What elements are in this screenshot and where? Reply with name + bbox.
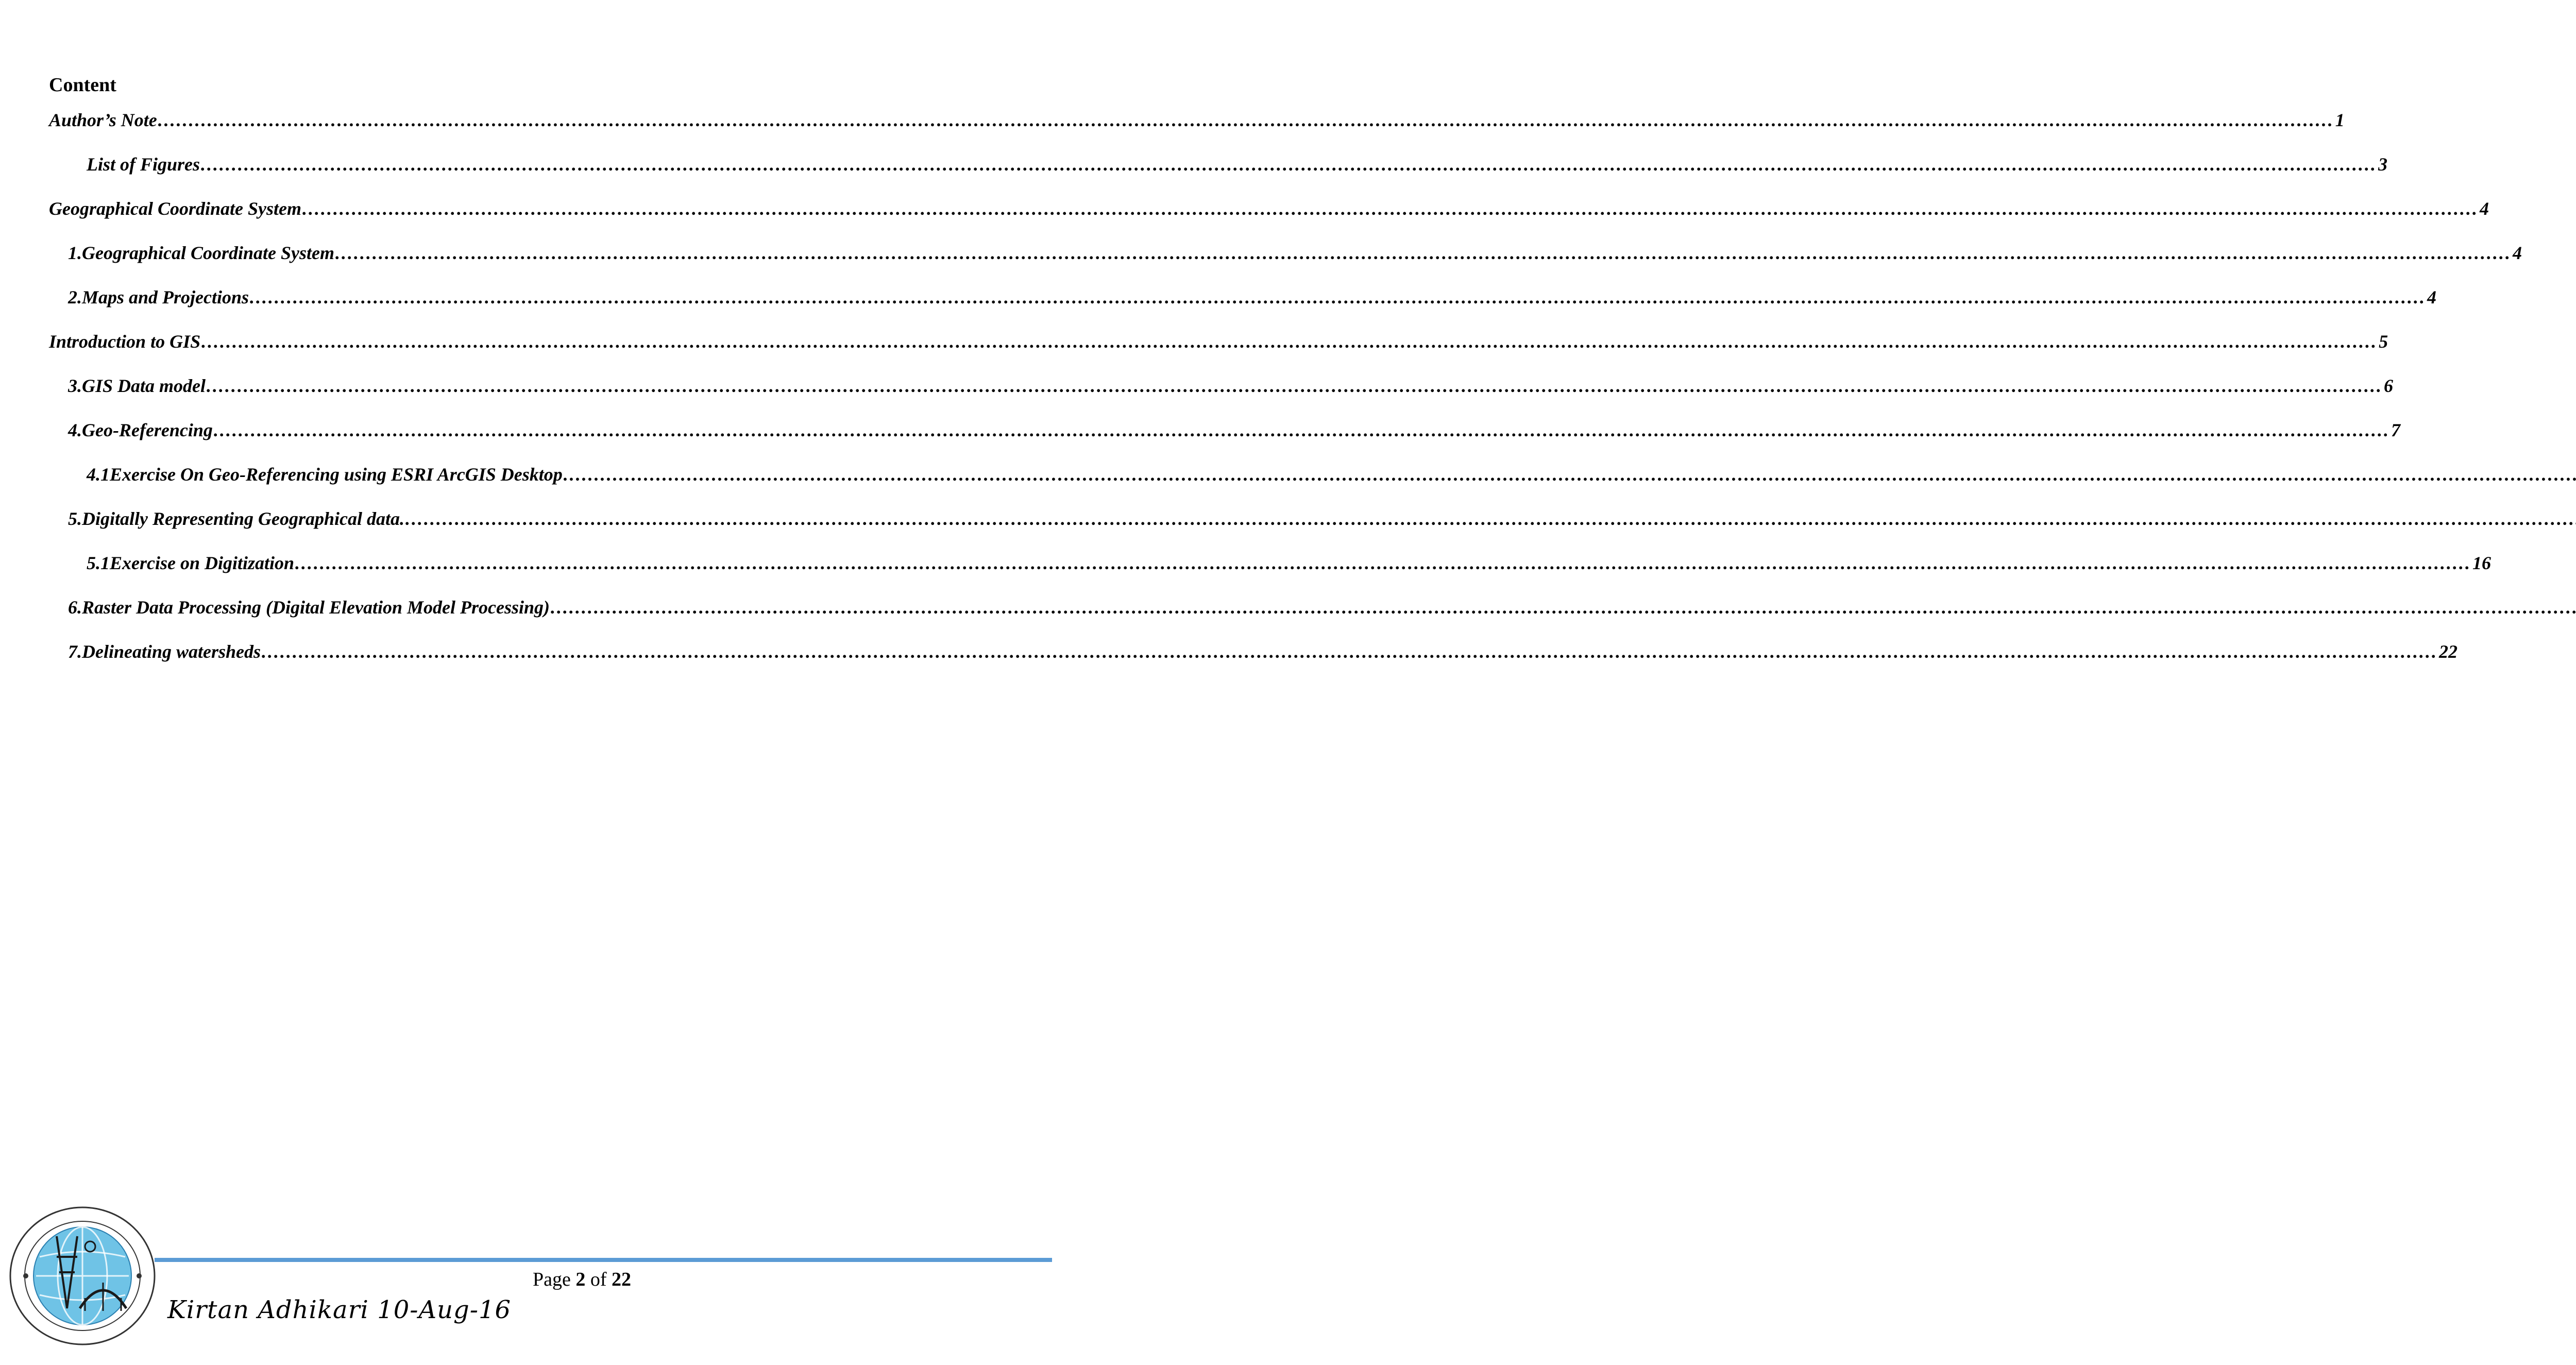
toc-entry-label: Delineating watersheds bbox=[82, 641, 261, 662]
leader-dots bbox=[262, 639, 2438, 664]
leader-dots bbox=[201, 329, 2378, 354]
toc-entry-label: List of Figures bbox=[87, 154, 200, 175]
toc-entry-label: Digitally Representing Geographical data. bbox=[82, 508, 404, 529]
toc-entry-section-2[interactable] bbox=[0, 284, 2437, 310]
toc-entry-label: Geo-Referencing bbox=[82, 420, 213, 440]
toc-entry-page: 16 bbox=[2472, 553, 2492, 573]
toc-entry-number: 5.1 bbox=[87, 553, 110, 573]
leader-dots bbox=[158, 107, 2334, 133]
toc-entry-label: Author’s Note bbox=[49, 110, 157, 130]
toc-entry-page: 3 bbox=[2378, 154, 2388, 175]
toc-entry-number: 1. bbox=[68, 243, 82, 263]
leader-dots bbox=[250, 284, 2426, 310]
toc-entry-section-3[interactable] bbox=[0, 373, 2394, 399]
toc-entry-page: 4 bbox=[2513, 243, 2522, 263]
leader-dots bbox=[295, 550, 2471, 576]
college-logo bbox=[8, 1205, 157, 1347]
toc-entry-number: 4.1 bbox=[87, 464, 110, 485]
toc-entry-section-5[interactable] bbox=[0, 506, 1073, 532]
toc-entry-number: 2. bbox=[68, 287, 82, 308]
leader-dots bbox=[207, 373, 2383, 399]
leader-dots bbox=[214, 417, 2390, 443]
leader-dots bbox=[551, 594, 2576, 620]
leader-dots bbox=[335, 240, 2512, 266]
toc-entry-section-1[interactable] bbox=[0, 240, 2522, 266]
page-prefix: Page bbox=[533, 1269, 576, 1290]
leader-dots bbox=[405, 506, 2576, 532]
author-signature: Kirtan Adhikari 10-Aug-16 bbox=[167, 1295, 512, 1324]
toc-entry-list-of-figures[interactable] bbox=[0, 151, 2388, 177]
toc-entry-label: Exercise On Geo-Referencing using ESRI ArcGIS Desktop bbox=[110, 464, 563, 485]
toc-entry-page: 22 bbox=[2439, 641, 2458, 662]
toc-entry-page: 7 bbox=[2391, 420, 2400, 440]
toc-entry-page: 5 bbox=[2379, 331, 2388, 352]
toc-entry-geographical-coordinate-system-chapter[interactable] bbox=[0, 196, 2489, 221]
leader-dots bbox=[564, 462, 2576, 487]
toc-entry-label: Maps and Projections bbox=[82, 287, 249, 308]
leader-dots bbox=[201, 151, 2377, 177]
toc-entry-section-4[interactable] bbox=[0, 417, 2400, 443]
toc-entry-number: 7. bbox=[68, 641, 82, 662]
toc-entry-label: Introduction to GIS bbox=[49, 331, 201, 352]
toc-entry-section-6[interactable] bbox=[0, 594, 1073, 620]
toc-entry-page: 1 bbox=[2335, 110, 2345, 130]
current-page: 2 bbox=[575, 1269, 586, 1290]
toc-entry-number: 6. bbox=[68, 597, 82, 618]
toc-entry-page: 6 bbox=[2384, 376, 2394, 396]
toc-entry-section-5-1[interactable] bbox=[0, 550, 2492, 576]
toc-entry-authors-note[interactable] bbox=[0, 107, 2345, 133]
toc-entry-number: 3. bbox=[68, 376, 82, 396]
toc-entry-label: Geographical Coordinate System bbox=[82, 243, 335, 263]
toc-entry-section-7[interactable] bbox=[0, 639, 2458, 664]
toc-entry-label: Raster Data Processing (Digital Elevation Model Processing) bbox=[82, 597, 550, 618]
leader-dots bbox=[302, 196, 2479, 221]
toc-entry-label: Geographical Coordinate System bbox=[49, 198, 302, 219]
toc-entry-number: 5. bbox=[68, 508, 82, 529]
page-number bbox=[533, 1268, 631, 1291]
toc-entry-section-4-1[interactable] bbox=[0, 462, 1091, 487]
toc-entry-number: 4. bbox=[68, 420, 82, 440]
toc-entry-page: 4 bbox=[2480, 198, 2489, 219]
toc-entry-label: GIS Data model bbox=[82, 376, 206, 396]
toc-heading: Content bbox=[49, 74, 116, 96]
footer-rule bbox=[155, 1258, 1052, 1262]
toc-entry-page: 4 bbox=[2427, 287, 2437, 308]
total-pages: 22 bbox=[612, 1269, 632, 1290]
page-sep: of bbox=[585, 1269, 612, 1290]
toc-entry-label: Exercise on Digitization bbox=[110, 553, 295, 573]
toc-entry-introduction-to-gis[interactable] bbox=[0, 329, 2388, 354]
